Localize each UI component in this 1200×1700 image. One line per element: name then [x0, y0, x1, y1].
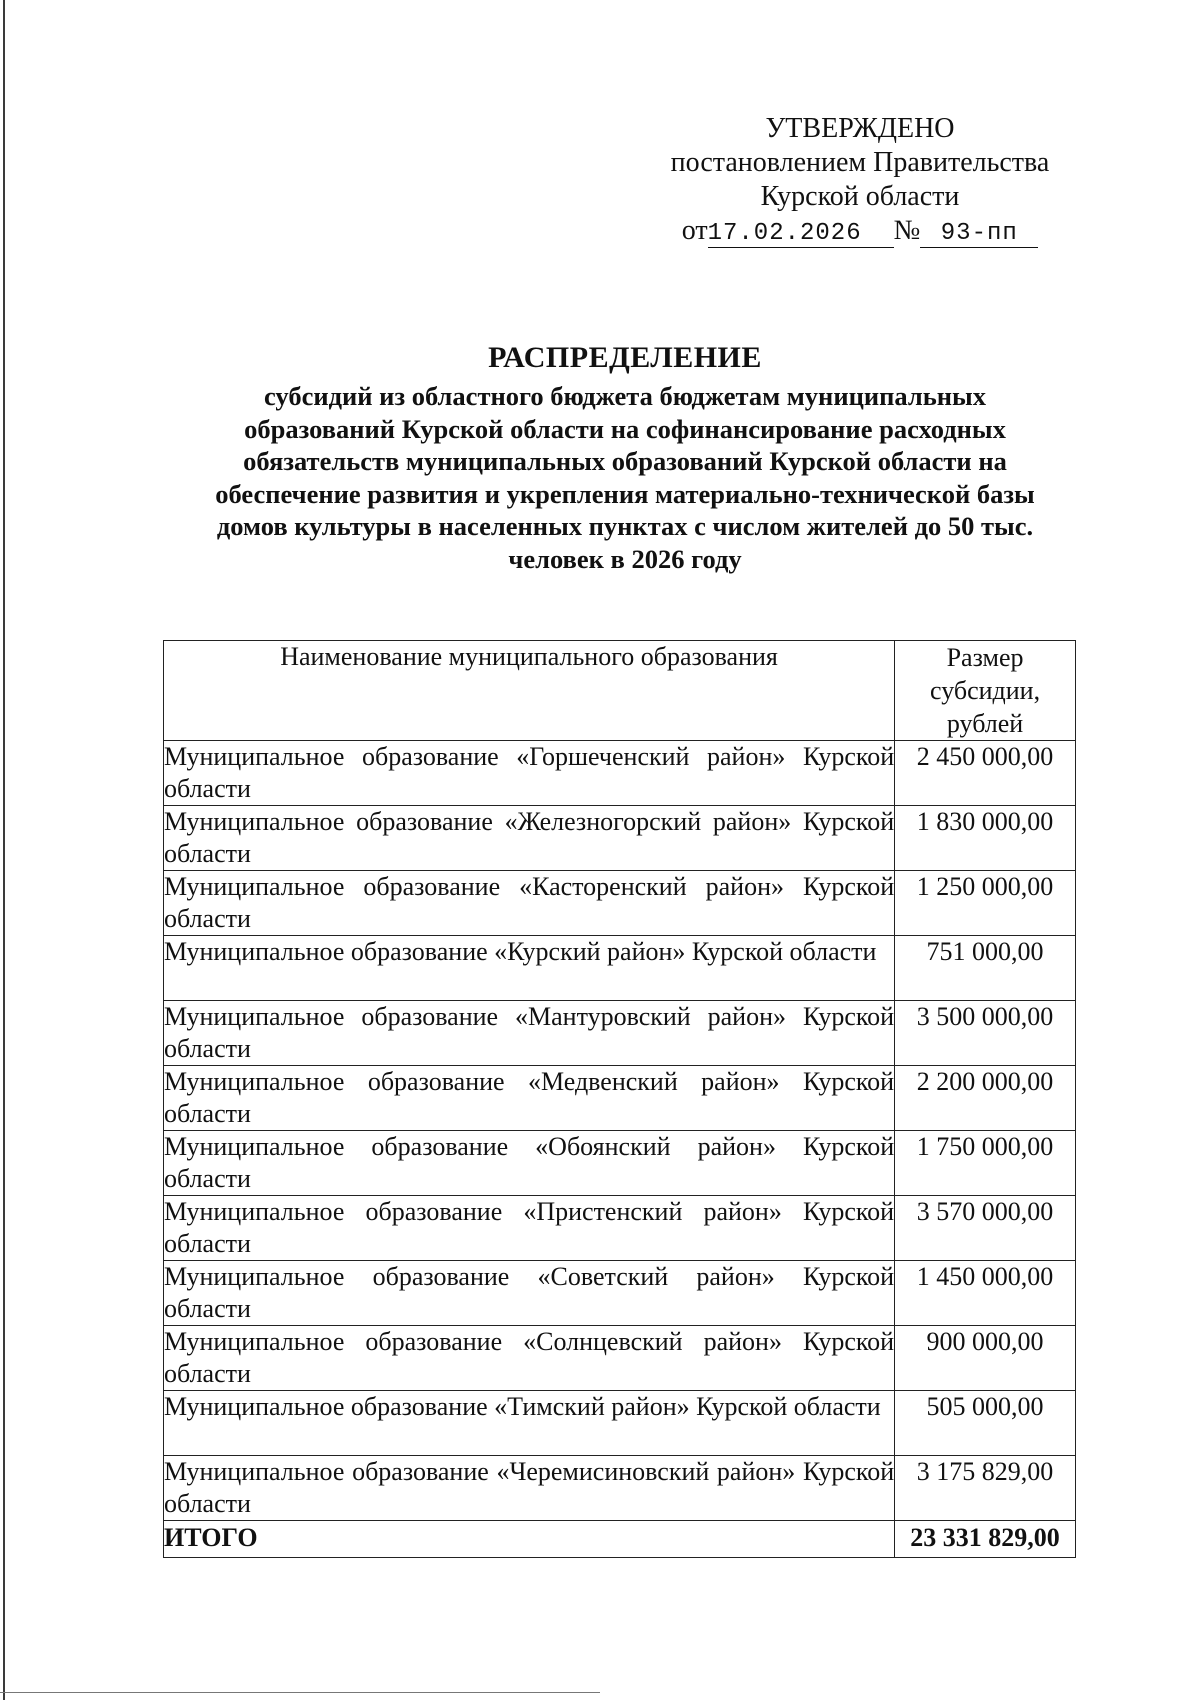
- row-amount: 1 250 000,00: [895, 871, 1076, 936]
- row-amount: 751 000,00: [895, 936, 1076, 1001]
- total-row: [164, 1521, 1076, 1558]
- approval-region: Курской области: [760, 181, 960, 212]
- document-title: РАСПРЕДЕЛЕНИЕ: [488, 341, 762, 374]
- row-amount: 2 200 000,00: [895, 1066, 1076, 1131]
- header-amount-line: субсидии,: [930, 676, 1041, 705]
- table-header-row: [164, 641, 1076, 741]
- total-amount: 23 331 829,00: [895, 1521, 1076, 1558]
- row-amount: 2 450 000,00: [895, 741, 1076, 806]
- table-row: [164, 1391, 1076, 1456]
- number-prefix: №: [893, 215, 921, 246]
- row-name: Муниципальное образование «Горшеченский район» Курской области: [164, 741, 895, 806]
- row-amount: 1 750 000,00: [895, 1131, 1076, 1196]
- subtitle-line: человек в 2026 году: [508, 543, 742, 574]
- row-amount: 3 570 000,00: [895, 1196, 1076, 1261]
- row-name: Муниципальное образование «Советский район» Курской области: [164, 1261, 895, 1326]
- header-name: Наименование муниципального образования: [164, 641, 895, 741]
- document-subtitle: [160, 380, 1090, 575]
- approval-date: 17.02.2026: [708, 221, 894, 248]
- row-name: Муниципальное образование «Солнцевский район» Курской области: [164, 1326, 895, 1391]
- table-row: [164, 1326, 1076, 1391]
- subtitle-line: субсидий из областного бюджета бюджетам муниципальных: [264, 381, 986, 411]
- row-amount: 1 830 000,00: [895, 806, 1076, 871]
- table-row: [164, 936, 1076, 1001]
- approval-block: [660, 112, 1060, 248]
- approval-resolution: постановлением Правительства: [670, 147, 1050, 178]
- table-row: [164, 1001, 1076, 1066]
- row-name: Муниципальное образование «Касторенский район» Курской области: [164, 871, 895, 936]
- row-name: Муниципальное образование «Пристенский район» Курской области: [164, 1196, 895, 1261]
- table-row: [164, 806, 1076, 871]
- document-heading: [160, 338, 1090, 575]
- table-row: [164, 1066, 1076, 1131]
- approval-stamp: УТВЕРЖДЕНО: [765, 113, 955, 144]
- row-amount: 505 000,00: [895, 1391, 1076, 1456]
- scan-left-edge: [3, 0, 5, 1700]
- row-name: Муниципальное образование «Железногорский район» Курской области: [164, 806, 895, 871]
- row-amount: 3 175 829,00: [895, 1456, 1076, 1521]
- subtitle-line: обеспечение развития и укрепления материально-технической базы: [215, 478, 1035, 509]
- header-amount: [895, 641, 1076, 741]
- row-amount: 3 500 000,00: [895, 1001, 1076, 1066]
- subtitle-line: образований Курской области на софинансирование расходных: [244, 413, 1006, 444]
- row-amount: 900 000,00: [895, 1326, 1076, 1391]
- scan-bottom-edge: [0, 1692, 600, 1693]
- header-amount-line: рублей: [946, 709, 1024, 738]
- subtitle-line: домов культуры в населенных пунктах с числом жителей до 50 тыс.: [216, 511, 1034, 541]
- approval-date-line: [660, 214, 1060, 248]
- row-name: Муниципальное образование «Обоянский район» Курской области: [164, 1131, 895, 1196]
- distribution-table: [163, 640, 1076, 1558]
- table-row: [164, 1196, 1076, 1261]
- table-row: [164, 1261, 1076, 1326]
- table-row: [164, 1131, 1076, 1196]
- row-name: Муниципальное образование «Мантуровский район» Курской области: [164, 1001, 895, 1066]
- row-name: Муниципальное образование «Черемисиновский район» Курской области: [164, 1456, 895, 1521]
- row-name: Муниципальное образование «Тимский район» Курской области: [164, 1391, 895, 1456]
- total-label: ИТОГО: [164, 1521, 895, 1558]
- date-prefix: от: [681, 215, 708, 246]
- subtitle-line: обязательств муниципальных образований Курской области на: [243, 446, 1007, 476]
- row-name: Муниципальное образование «Медвенский район» Курской области: [164, 1066, 895, 1131]
- table-row: [164, 741, 1076, 806]
- table-row: [164, 871, 1076, 936]
- row-name: Муниципальное образование «Курский район» Курской области: [164, 936, 895, 1001]
- row-amount: 1 450 000,00: [895, 1261, 1076, 1326]
- table-row: [164, 1456, 1076, 1521]
- approval-number: 93-пп: [920, 221, 1038, 248]
- header-amount-line: Размер: [946, 643, 1024, 672]
